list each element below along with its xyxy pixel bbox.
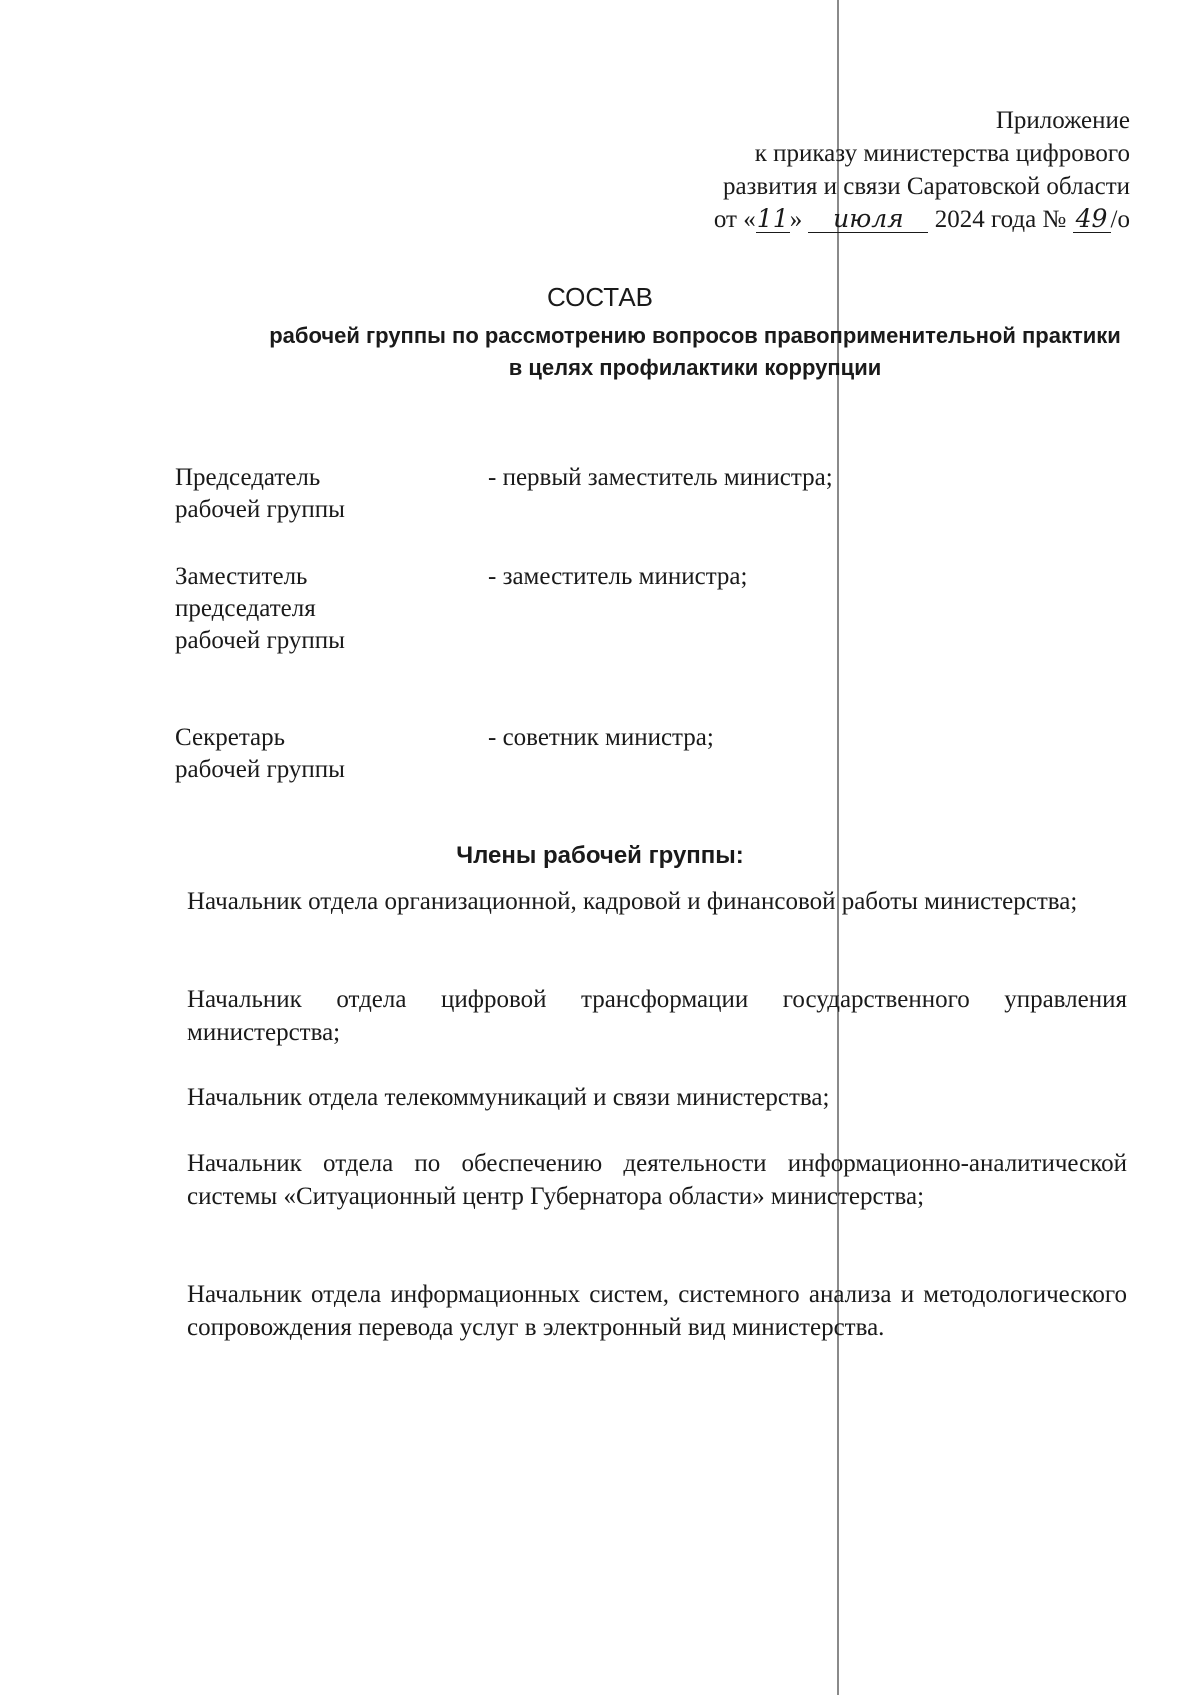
member-item: Начальник отдела цифровой трансформации государственного управления министерства; <box>187 986 1127 1046</box>
role-chair-value: - первый заместитель министра; <box>488 464 833 491</box>
handwritten-day: 11 <box>756 204 789 233</box>
role-deputy-label <box>175 561 455 657</box>
date-quote-close: » <box>789 206 803 233</box>
subtitle-line-2: в целях профилактики коррупции <box>508 355 882 380</box>
document-title: СОСТАВ <box>546 282 654 312</box>
handwritten-month: июля <box>808 206 928 233</box>
role-chair-label-line-2: рабочей группы <box>175 496 345 523</box>
member-item: Начальник отдела информационных систем, системного анализа и методологического сопровождения перевода услуг в электронный вид министерства. <box>187 1281 1127 1341</box>
role-deputy-label-line-3: рабочей группы <box>175 627 345 654</box>
handwritten-order-number: 49 <box>1073 206 1111 233</box>
appendix-ministry-line: развития и связи Саратовской области <box>722 173 1130 200</box>
role-chair-label <box>175 462 455 526</box>
date-year-text: 2024 года № <box>934 206 1067 233</box>
role-deputy-value: - заместитель министра; <box>488 563 748 590</box>
order-suffix: /о <box>1110 206 1130 233</box>
role-secretary-label-line-2: рабочей группы <box>175 756 345 783</box>
appendix-date-line <box>714 203 1130 236</box>
appendix-title: Приложение <box>995 107 1130 134</box>
document-subtitle <box>255 320 1135 384</box>
role-deputy-label-line-2: председателя <box>175 595 316 622</box>
role-secretary-value: - советник министра; <box>488 724 714 751</box>
member-item: Начальник отдела по обеспечению деятельности информационно-аналитической системы «Ситуационный центр Губернатора области» министерства; <box>187 1150 1127 1210</box>
appendix-block <box>714 104 1130 236</box>
role-secretary-label-line-1: Секретарь <box>175 724 286 751</box>
appendix-order-line: к приказу министерства цифрового <box>754 140 1130 167</box>
date-prefix: от « <box>713 206 756 233</box>
role-deputy-label-line-1: Заместитель <box>175 563 308 590</box>
members-heading: Члены рабочей группы: <box>456 842 744 869</box>
role-secretary-label <box>175 722 455 786</box>
member-item: Начальник отдела телекоммуникаций и связи министерства; <box>187 1084 830 1111</box>
member-item: Начальник отдела организационной, кадровой и финансовой работы министерства; <box>187 888 1078 915</box>
role-chair-label-line-1: Председатель <box>175 464 321 491</box>
subtitle-line-1: рабочей группы по рассмотрению вопросов правоприменительной практики <box>269 323 1121 348</box>
